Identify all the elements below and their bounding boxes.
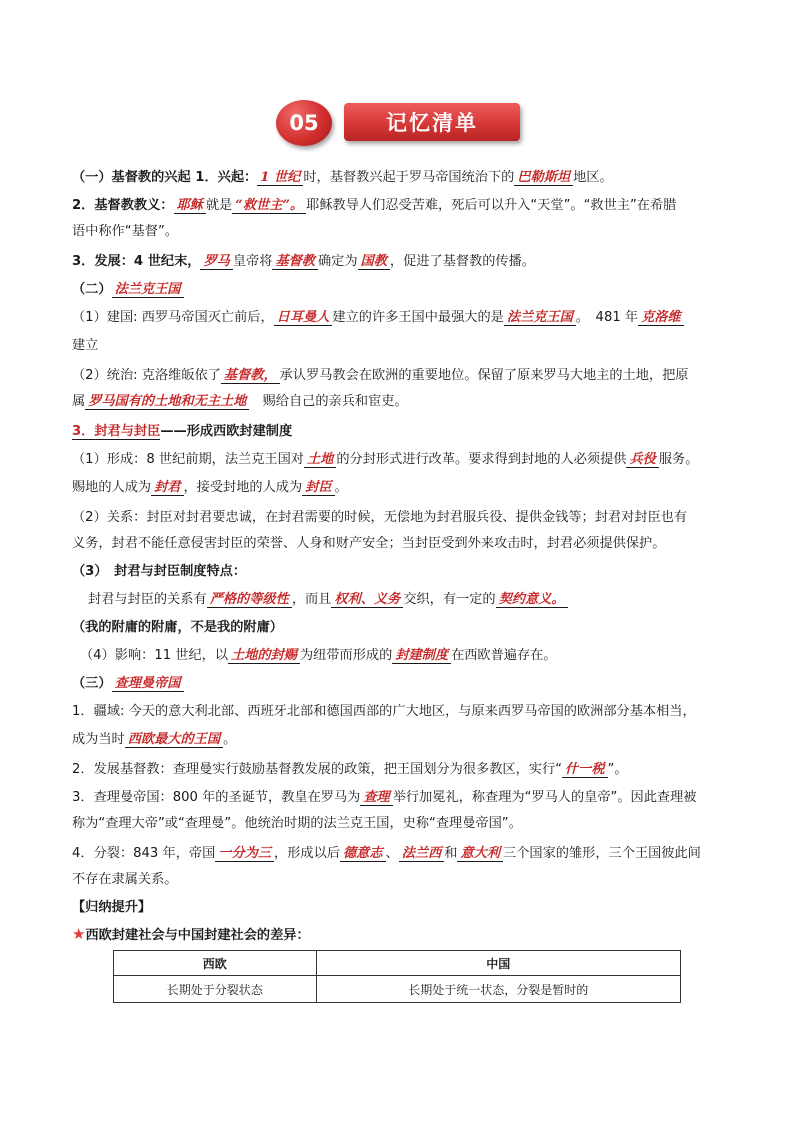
section-badge xyxy=(276,100,526,148)
heading-prefix: （二） xyxy=(72,282,112,297)
body-text: 封君与封臣的关系有 xyxy=(88,592,207,607)
paragraph-feudal-formation xyxy=(72,450,736,470)
answer-blank: 基督教， xyxy=(221,368,280,384)
heading-prefix: （三） xyxy=(72,676,112,691)
body-text: 。 xyxy=(223,732,237,747)
body-text: 耶稣教导人们忍受苦难，死后可以升入“天堂”。“救世主”在希腊 xyxy=(306,198,677,213)
body-text: 就是 xyxy=(205,198,233,213)
answer-blank: 封臣 xyxy=(302,480,334,496)
answer-blank: 罗马 xyxy=(200,254,232,270)
body-text: 的分封形式进行改革。要求得到封地的人必须提供 xyxy=(336,452,627,467)
body-text: 服务。 xyxy=(658,452,699,467)
summary-heading: 【归纳提升】 xyxy=(72,900,152,915)
section-title: 记忆清单 xyxy=(344,103,520,141)
answer-blank: 罗马国有的土地和无主土地 xyxy=(85,394,249,410)
star-icon: ★ xyxy=(72,925,86,943)
paragraph-continuation xyxy=(72,478,736,498)
body-text: 承认罗马教会在欧洲的重要地位。保留了原来罗马大地主的土地，把原 xyxy=(279,368,689,383)
body-text: 为纽带而形成的 xyxy=(300,648,393,663)
heading-answer: 3．封君与封臣 xyxy=(72,424,161,439)
body-text: 建立的许多王国中最强大的是 xyxy=(332,310,504,325)
body-text: 交织，有一定的 xyxy=(403,592,496,607)
paragraph-feudal-impact xyxy=(80,646,744,666)
body-text: 属 xyxy=(72,394,86,409)
compare-title-text: 西欧封建社会与中国封建社会的差异： xyxy=(85,928,310,943)
heading-answer: 法兰克王国 xyxy=(112,282,184,298)
paragraph-continuation xyxy=(72,392,736,412)
label-text: （一）基督教的兴起 1．兴起： xyxy=(72,170,258,185)
answer-blank: 西欧最大的王国 xyxy=(125,732,223,748)
paragraph-frankish-rule xyxy=(72,366,736,386)
heading-answer: 查理曼帝国 xyxy=(112,676,184,692)
table-cell: 长期处于分裂状态 xyxy=(114,976,317,1003)
body-text: 确定为 xyxy=(317,254,358,269)
body-text: 。 481 年 xyxy=(575,310,639,325)
paragraph-vassal-note: （我的附庸的附庸，不是我的附庸） xyxy=(72,620,283,635)
body-text: 成为当时 xyxy=(72,732,125,747)
heading-lord-vassal xyxy=(72,422,736,442)
body-text: 赐给自己的亲兵和宦吏。 xyxy=(249,394,408,409)
paragraph-continuation xyxy=(72,730,736,750)
heading-frankish-kingdom xyxy=(72,280,736,300)
answer-blank: 权利、义务 xyxy=(331,592,403,608)
body-text: 皇帝将 xyxy=(232,254,273,269)
heading-text: ——形成西欧封建制度 xyxy=(160,424,293,439)
body-text: 、 xyxy=(385,846,399,861)
answer-blank: 什一税 xyxy=(562,762,608,778)
paragraph-empire-division xyxy=(72,844,736,864)
body-text: 三个国家的雏形，三个王国彼此间 xyxy=(503,846,701,861)
answer-blank: “救世主”。 xyxy=(232,198,306,214)
body-text: （4）影响：11 世纪，以 xyxy=(80,648,229,663)
paragraph-christianity-development xyxy=(72,252,736,272)
paragraph-empire-christianity xyxy=(72,760,736,780)
label-text: 2．基督教教义： xyxy=(72,198,174,213)
table-row xyxy=(114,976,681,1003)
body-text: 1．疆域: 今天的意大利北部、西班牙北部和德国西部的广大地区，与原来西罗马帝国的欧洲部分基本相当， xyxy=(72,704,696,719)
answer-blank: 一分为三 xyxy=(215,846,274,862)
body-text: 地区。 xyxy=(573,170,613,185)
table-header-row xyxy=(114,951,681,976)
body-text: 和 xyxy=(444,846,458,861)
body-text: 赐地的人成为 xyxy=(72,480,152,495)
paragraph-continuation: 称为“查理大帝”或“查理曼”。他统治时期的法兰克王国，史称“查理曼帝国”。 xyxy=(72,816,522,831)
answer-blank: 封建制度 xyxy=(392,648,451,664)
section-number-badge: 05 xyxy=(276,100,332,146)
paragraph-continuation: 语中称作“基督”。 xyxy=(72,224,178,239)
answer-blank: 日耳曼人 xyxy=(274,310,333,326)
paragraph-frankish-founding xyxy=(72,308,736,328)
answer-blank: 封君 xyxy=(151,480,183,496)
table-cell: 长期处于统一状态，分裂是暂时的 xyxy=(316,976,681,1003)
paragraph-feudal-features-heading: （3） 封君与封臣制度特点： xyxy=(72,564,247,579)
answer-blank: 基督教 xyxy=(272,254,318,270)
label-text: 3．发展：4 世纪末， xyxy=(72,254,201,269)
body-text: ，形成以后 xyxy=(274,846,340,861)
body-text: 2．发展基督教：查理曼实行鼓励基督教发展的政策，把王国划分为很多教区，实行“ xyxy=(72,762,562,777)
answer-blank: 国教 xyxy=(358,254,390,270)
paragraph-feudal-features xyxy=(88,590,752,610)
answer-blank: 土地的封赐 xyxy=(228,648,300,664)
paragraph-christianity-rise xyxy=(72,168,736,188)
heading-charlemagne-empire xyxy=(72,674,736,694)
body-text: （1）形成：8 世纪前期，法兰克王国对 xyxy=(72,452,304,467)
answer-blank: 契约意义。 xyxy=(496,592,568,608)
body-text: ”。 xyxy=(607,762,628,777)
answer-blank: 法兰克王国 xyxy=(504,310,576,326)
answer-blank: 耶稣 xyxy=(174,198,206,214)
answer-blank: 严格的等级性 xyxy=(207,592,292,608)
table-header-cell: 西欧 xyxy=(114,951,317,976)
table-header-cell: 中国 xyxy=(316,951,681,976)
answer-blank: 1 世纪 xyxy=(257,170,303,186)
paragraph-continuation: 建立 xyxy=(72,338,99,353)
answer-blank: 德意志 xyxy=(340,846,386,862)
comparison-table xyxy=(113,950,681,1003)
body-text: ，促进了基督教的传播。 xyxy=(389,254,535,269)
answer-blank: 查理 xyxy=(360,790,392,806)
paragraph-empire-territory xyxy=(72,702,736,722)
answer-blank: 巴勒斯坦 xyxy=(514,170,573,186)
body-text: ，而且 xyxy=(291,592,332,607)
body-text: （2）统治: 克洛维皈依了 xyxy=(72,368,221,383)
answer-blank: 兵役 xyxy=(626,452,658,468)
body-text: 3．查理曼帝国：800 年的圣诞节，教皇在罗马为 xyxy=(72,790,361,805)
body-text: 。 xyxy=(334,480,348,495)
paragraph-christianity-doctrine xyxy=(72,196,736,216)
body-text: 时，基督教兴起于罗马帝国统治下的 xyxy=(303,170,515,185)
answer-blank: 意大利 xyxy=(457,846,503,862)
body-text: 举行加冕礼，称查理为“罗马人的皇帝”。因此查理被 xyxy=(392,790,697,805)
answer-blank: 土地 xyxy=(304,452,336,468)
paragraph-feudal-relationship: （2）关系：封臣对封君要忠诚，在封君需要的时候，无偿地为封君服兵役、提供金钱等；封君对封臣也有 xyxy=(72,510,688,525)
body-text: ，接受封地的人成为 xyxy=(183,480,303,495)
summary-compare-title xyxy=(72,924,736,946)
answer-blank: 克洛维 xyxy=(638,310,684,326)
answer-blank: 法兰西 xyxy=(399,846,445,862)
paragraph-empire-coronation xyxy=(72,788,736,808)
body-text: 在西欧普遍存在。 xyxy=(451,648,557,663)
paragraph-continuation: 不存在隶属关系。 xyxy=(72,872,178,887)
body-text: 4．分裂：843 年，帝国 xyxy=(72,846,216,861)
body-text: （1）建国: 西罗马帝国灭亡前后， xyxy=(72,310,274,325)
paragraph-continuation: 义务，封君不能任意侵害封臣的荣誉、人身和财产安全；当封臣受到外来攻击时，封君必须提供保护。 xyxy=(72,536,666,551)
